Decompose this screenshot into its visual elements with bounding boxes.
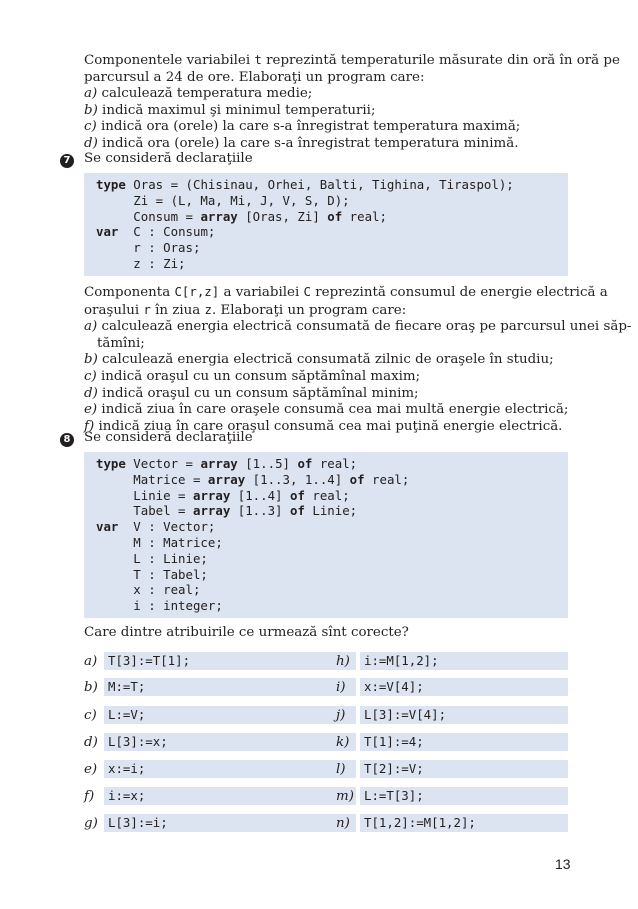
code-text: r : Oras; xyxy=(96,240,201,256)
code-text: Tabel = xyxy=(96,503,193,519)
item-text: calculează energia electrică consumată zilnic de oraşele în studiu; xyxy=(97,352,554,368)
code-line xyxy=(96,598,568,614)
code-keyword: array xyxy=(200,208,238,224)
ex7-item-a xyxy=(84,319,632,336)
code-keyword: of xyxy=(297,456,313,471)
exercise-8-code-block xyxy=(84,452,568,618)
code-keyword: type xyxy=(96,177,126,192)
code-text: Vector = xyxy=(125,456,201,471)
code-text: L : Linie; xyxy=(96,550,208,566)
code-text: C : Consum; xyxy=(118,224,216,240)
option-label: j) xyxy=(336,708,346,723)
intro-paragraph xyxy=(84,52,620,153)
code-line xyxy=(96,240,568,256)
code-text: [1..3] xyxy=(230,503,290,519)
code-line xyxy=(96,488,568,504)
code-text: [1..5] xyxy=(237,456,298,471)
item-text: calculează temperatura medie; xyxy=(97,86,313,102)
exercise-7-heading: Se consideră declaraţiile xyxy=(84,151,253,166)
option-label: f) xyxy=(84,789,95,804)
option-label: m) xyxy=(336,789,354,804)
option-label: l) xyxy=(336,762,346,777)
intro-item-b xyxy=(84,103,594,120)
code-line xyxy=(96,456,568,472)
option-code: L:=T[3]; xyxy=(360,787,568,805)
option-label: g) xyxy=(84,816,98,831)
text: oraşului xyxy=(84,302,144,318)
inline-code: C[r,z] xyxy=(174,284,220,299)
ex7-item-a-cont: tămîni; xyxy=(97,335,145,351)
ex7-item-d xyxy=(84,386,594,403)
code-keyword: of xyxy=(349,471,365,487)
code-keyword: array xyxy=(200,456,238,471)
option-label: k) xyxy=(336,735,350,750)
code-text: real; xyxy=(312,456,358,471)
text: Componenta xyxy=(84,285,175,300)
option-code: T[3]:=T[1]; xyxy=(104,652,356,670)
ex7-item-c xyxy=(84,369,594,386)
code-line xyxy=(96,567,568,583)
code-keyword: type xyxy=(96,456,126,471)
ex7-line-1 xyxy=(84,284,608,302)
code-line xyxy=(96,472,568,488)
exercise-7-text xyxy=(84,284,632,435)
option-code: i:=x; xyxy=(104,787,356,805)
page-number: 13 xyxy=(555,856,571,872)
inline-code: C xyxy=(303,284,311,299)
text: reprezintă consumul de energie electrică a xyxy=(311,285,608,300)
ex7-line-2 xyxy=(84,302,594,320)
option-code: M:=T; xyxy=(104,678,356,696)
code-text: Zi = (L, Ma, Mi, J, V, S, D); xyxy=(96,192,350,208)
option-code: L:=V; xyxy=(104,706,356,724)
item-text: calculează energia electrică consumată de fiecare oraş pe parcursul unei săp- xyxy=(97,319,632,335)
code-line xyxy=(96,177,568,193)
intro-item-a xyxy=(84,86,594,103)
option-label: d) xyxy=(84,735,98,750)
code-text: real; xyxy=(304,487,350,503)
code-keyword: array xyxy=(207,471,246,487)
item-label: c) xyxy=(84,119,97,135)
code-text: real; xyxy=(342,208,387,224)
intro-item-c xyxy=(84,119,594,136)
option-code: x:=i; xyxy=(104,760,356,778)
option-label: i) xyxy=(336,680,346,695)
option-code: x:=V[4]; xyxy=(360,678,568,696)
variable-name: t xyxy=(254,52,262,67)
code-line xyxy=(96,209,568,225)
item-label: a) xyxy=(84,319,98,335)
option-label: a) xyxy=(84,654,98,669)
code-keyword: var xyxy=(96,519,119,535)
code-line xyxy=(96,193,568,209)
code-line xyxy=(96,535,568,551)
code-text: x : real; xyxy=(96,582,201,598)
option-code: L[3]:=i; xyxy=(104,814,356,832)
item-text: indică oraşul cu un consum săptămînal maxim; xyxy=(96,368,421,384)
option-code: T[1]:=4; xyxy=(360,733,568,751)
code-text: [Oras, Zi] xyxy=(237,208,328,224)
item-text: indică ziua în care oraşele consumă cea mai multă energie electrică; xyxy=(97,402,569,418)
code-text: Oras = (Chisinau, Orhei, Balti, Tighina, Tiraspol); xyxy=(125,177,514,192)
code-text: Consum = xyxy=(96,208,201,224)
text: în ziua xyxy=(150,302,205,318)
code-text: M : Matrice; xyxy=(96,534,223,550)
code-line xyxy=(96,519,568,535)
item-label: b) xyxy=(84,102,98,118)
item-label: d) xyxy=(84,385,98,401)
option-code: T[2]:=V; xyxy=(360,760,568,778)
item-text: indică maximul şi minimul temperaturii; xyxy=(97,102,376,118)
option-code: i:=M[1,2]; xyxy=(360,652,568,670)
item-label: e) xyxy=(84,402,98,418)
code-line xyxy=(96,551,568,567)
ex7-item-b xyxy=(84,352,594,369)
intro-line-1 xyxy=(84,52,620,70)
code-text: V : Vector; xyxy=(118,519,216,535)
exercise-8-heading: Se consideră declaraţiile xyxy=(84,430,253,445)
item-text: indică ora (orele) la care s-a înregistrat temperatura maximă; xyxy=(96,119,521,135)
ex7-item-e xyxy=(84,402,594,419)
code-text: i : integer; xyxy=(96,598,223,614)
intro-line-2: parcursul a 24 de ore. Elaboraţi un program care: xyxy=(84,69,425,85)
code-line xyxy=(96,224,568,240)
code-line xyxy=(96,582,568,598)
code-text: T : Tabel; xyxy=(96,566,208,582)
code-text: Linie = xyxy=(96,487,193,503)
code-text: [1..3, 1..4] xyxy=(245,471,350,487)
item-label: a) xyxy=(84,86,98,102)
item-text: indică oraşul cu un consum săptămînal minim; xyxy=(97,385,419,401)
code-text: real; xyxy=(364,471,410,487)
code-text: z : Zi; xyxy=(96,255,186,271)
intro-text: Componentele variabilei xyxy=(84,53,255,68)
code-keyword: array xyxy=(192,503,231,519)
option-code: T[1,2]:=M[1,2]; xyxy=(360,814,568,832)
exercise-7-code-block xyxy=(84,173,568,276)
exercise-7-number-badge: 7 xyxy=(60,154,74,168)
option-code: L[3]:=V[4]; xyxy=(360,706,568,724)
code-text: Matrice = xyxy=(96,471,208,487)
item-label: b) xyxy=(84,352,98,368)
code-text: [1..4] xyxy=(230,487,290,503)
code-keyword: array xyxy=(192,487,231,503)
item-text: indică ora (orele) la care s-a înregistrat temperatura minimă. xyxy=(97,135,519,151)
code-keyword: of xyxy=(327,208,343,224)
item-text: indică ziua în care oraşul consumă cea mai puţină energie electrică. xyxy=(94,418,563,434)
option-label: c) xyxy=(84,708,97,723)
text: a variabilei xyxy=(219,285,304,300)
option-label: h) xyxy=(336,654,350,669)
option-label: b) xyxy=(84,680,98,695)
code-keyword: var xyxy=(96,224,119,240)
inline-code: z xyxy=(204,301,212,317)
option-label: e) xyxy=(84,762,98,777)
code-text: Linie; xyxy=(304,503,358,519)
item-label: d) xyxy=(84,135,98,151)
code-keyword: of xyxy=(289,487,305,503)
option-code: L[3]:=x; xyxy=(104,733,356,751)
code-line xyxy=(96,503,568,519)
intro-text: reprezintă temperaturile măsurate din oră în oră pe xyxy=(261,53,620,68)
item-label: c) xyxy=(84,368,97,384)
text: . Elaboraţi un program care: xyxy=(211,302,407,318)
exercise-8-question: Care dintre atribuirile ce urmează sînt corecte? xyxy=(84,625,409,640)
inline-code: r xyxy=(143,301,151,317)
code-keyword: of xyxy=(289,503,305,519)
item-label: f) xyxy=(84,418,95,434)
option-label: n) xyxy=(336,816,350,831)
code-line xyxy=(96,256,568,272)
exercise-8-number-badge: 8 xyxy=(60,433,74,447)
